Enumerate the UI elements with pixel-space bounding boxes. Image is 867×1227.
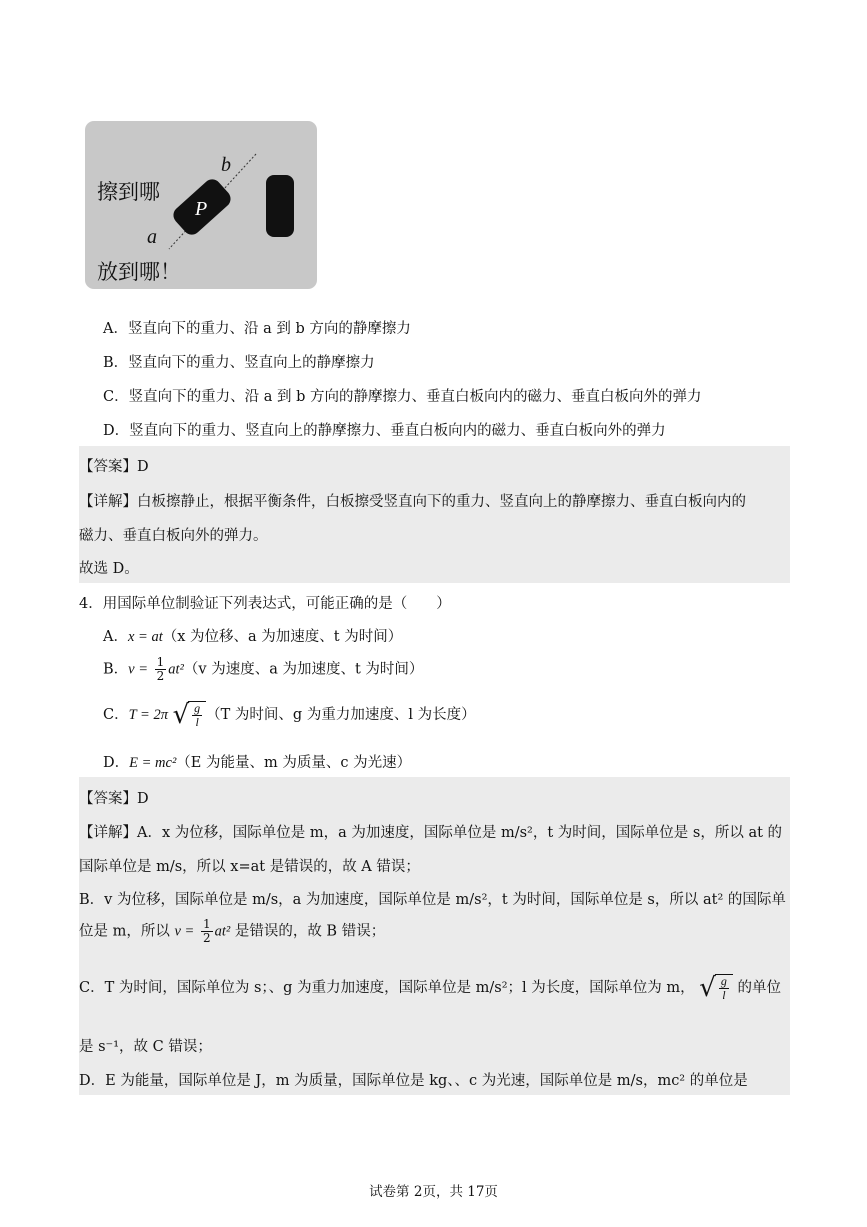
q4-option-a <box>103 625 402 646</box>
q4-option-d <box>103 751 411 772</box>
q4-line5-post: 的单位 <box>737 980 781 996</box>
q4-option-a-label: A． <box>103 629 128 645</box>
figure-label-p: P <box>195 198 208 220</box>
q4-option-c-lhs: T = 2π <box>128 707 168 723</box>
q4-option-b-lhs: v = <box>128 661 149 678</box>
q3-option-a: A．竖直向下的重力、沿 a 到 b 方向的静摩擦力 <box>103 321 411 337</box>
q4-option-c-desc: （T 为时间、g 为重力加速度、l 为长度） <box>206 707 476 723</box>
q4-option-b-den: 2 <box>156 669 165 683</box>
figure-text-bottom: 放到哪！ <box>97 260 181 284</box>
q4-option-d-desc: （E 为能量、m 为质量、c 为光速） <box>176 755 412 771</box>
q4-option-c-num: g <box>194 701 201 715</box>
q4-option-a-desc: （x 为位移、a 为加速度、t 为时间） <box>162 629 403 645</box>
q4-line4-post: 是错误的，故 B 错误； <box>234 923 386 940</box>
q3-option-d: D．竖直向下的重力、竖直向上的静摩擦力、垂直白板向内的磁力、垂直白板向外的弹力 <box>103 423 666 439</box>
q4-line5-sqrt: √ $\frac{g}{l}$ <box>699 974 733 1002</box>
figure-text-top: 擦到哪 <box>97 180 160 204</box>
eraser-figure-svg <box>85 121 317 289</box>
q4-option-b-desc: （v 为速度、a 为加速度、t 为时间） <box>183 661 424 678</box>
q4-detail-line1: 【详解】A．x 为位移，国际单位是 m，a 为加速度，国际单位是 m/s²，t 为时间，国际单位是 s，所以 at 的 <box>79 825 783 841</box>
q4-option-a-expr: x = at <box>127 629 163 645</box>
q4-line4-pre: 位是 m，所以 <box>79 923 170 940</box>
figure-label-a: a <box>147 226 157 248</box>
q4-line4-num: 1 <box>202 917 211 931</box>
q3-answer: 【答案】D <box>79 459 149 475</box>
q4-line4-lhs: v = <box>174 923 195 940</box>
q4-detail-line5 <box>79 974 781 1002</box>
q4-answer: 【答案】D <box>79 791 149 807</box>
q4-line5-num: g <box>720 974 727 988</box>
q4-option-d-label: D． <box>103 755 130 771</box>
q4-line5-pre: C．T 为时间，国际单位为 s；、g 为重力加速度，国际单位是 m/s²；l 为长度，国际单位为 m， <box>79 980 695 996</box>
page-footer: 试卷第 2页，共 17页 <box>369 1184 498 1200</box>
eraser-right-shape <box>266 175 294 237</box>
q4-detail-line7: D．E 为能量，国际单位是 J，m 为质量，国际单位是 kg、、c 为光速，国际单位是 m/s，mc² 的单位是 <box>79 1073 748 1089</box>
q4-line4-fraction <box>201 918 213 945</box>
q4-line4-den: 2 <box>202 931 211 945</box>
figure-label-b: b <box>221 154 231 176</box>
q4-option-b-rhs: at² <box>168 661 184 678</box>
q4-detail-line6: 是 s⁻¹，故 C 错误； <box>79 1039 212 1055</box>
q3-answer-block <box>79 446 790 583</box>
q4-option-c <box>103 701 476 729</box>
q4-option-d-expr: E = mc² <box>129 755 177 771</box>
q3-option-c: C．竖直向下的重力、沿 a 到 b 方向的静摩擦力、垂直白板向内的磁力、垂直白板向外的弹力 <box>103 389 702 405</box>
q4-line5-den: l <box>722 988 726 1002</box>
q3-detail-line2: 磁力、垂直白板向外的弹力。 <box>79 528 268 544</box>
q4-option-b-fraction <box>155 656 167 683</box>
q4-option-c-fraction <box>192 702 202 729</box>
q4-line5-fraction <box>719 975 729 1002</box>
q4-stem: 4．用国际单位制验证下列表达式，可能正确的是（ ） <box>79 596 451 612</box>
q4-option-b-label: B． <box>103 661 129 678</box>
q4-detail-line3: B．v 为位移，国际单位是 m/s，a 为加速度，国际单位是 m/s²，t 为时间，国际单位是 s，所以 at² 的国际单 <box>79 892 786 908</box>
q3-choose: 故选 D。 <box>79 561 139 577</box>
q3-detail-line1: 【详解】白板擦静止，根据平衡条件，白板擦受竖直向下的重力、竖直向上的静摩擦力、垂直白板向内的 <box>79 494 746 510</box>
q4-option-c-label: C． <box>103 707 129 723</box>
q4-option-c-den: l <box>195 715 199 729</box>
q4-option-b <box>103 656 423 683</box>
q3-option-b: B．竖直向下的重力、竖直向上的静摩擦力 <box>103 355 375 371</box>
q4-option-c-sqrt: √ $\frac{g}{l}$ <box>173 701 207 729</box>
eraser-figure <box>85 121 317 289</box>
q4-detail-line4 <box>79 918 385 945</box>
q4-detail-line2: 国际单位是 m/s，所以 x=at 是错误的，故 A 错误； <box>79 859 420 875</box>
q4-option-b-num: 1 <box>156 655 165 669</box>
q4-line4-rhs: at² <box>214 923 231 940</box>
